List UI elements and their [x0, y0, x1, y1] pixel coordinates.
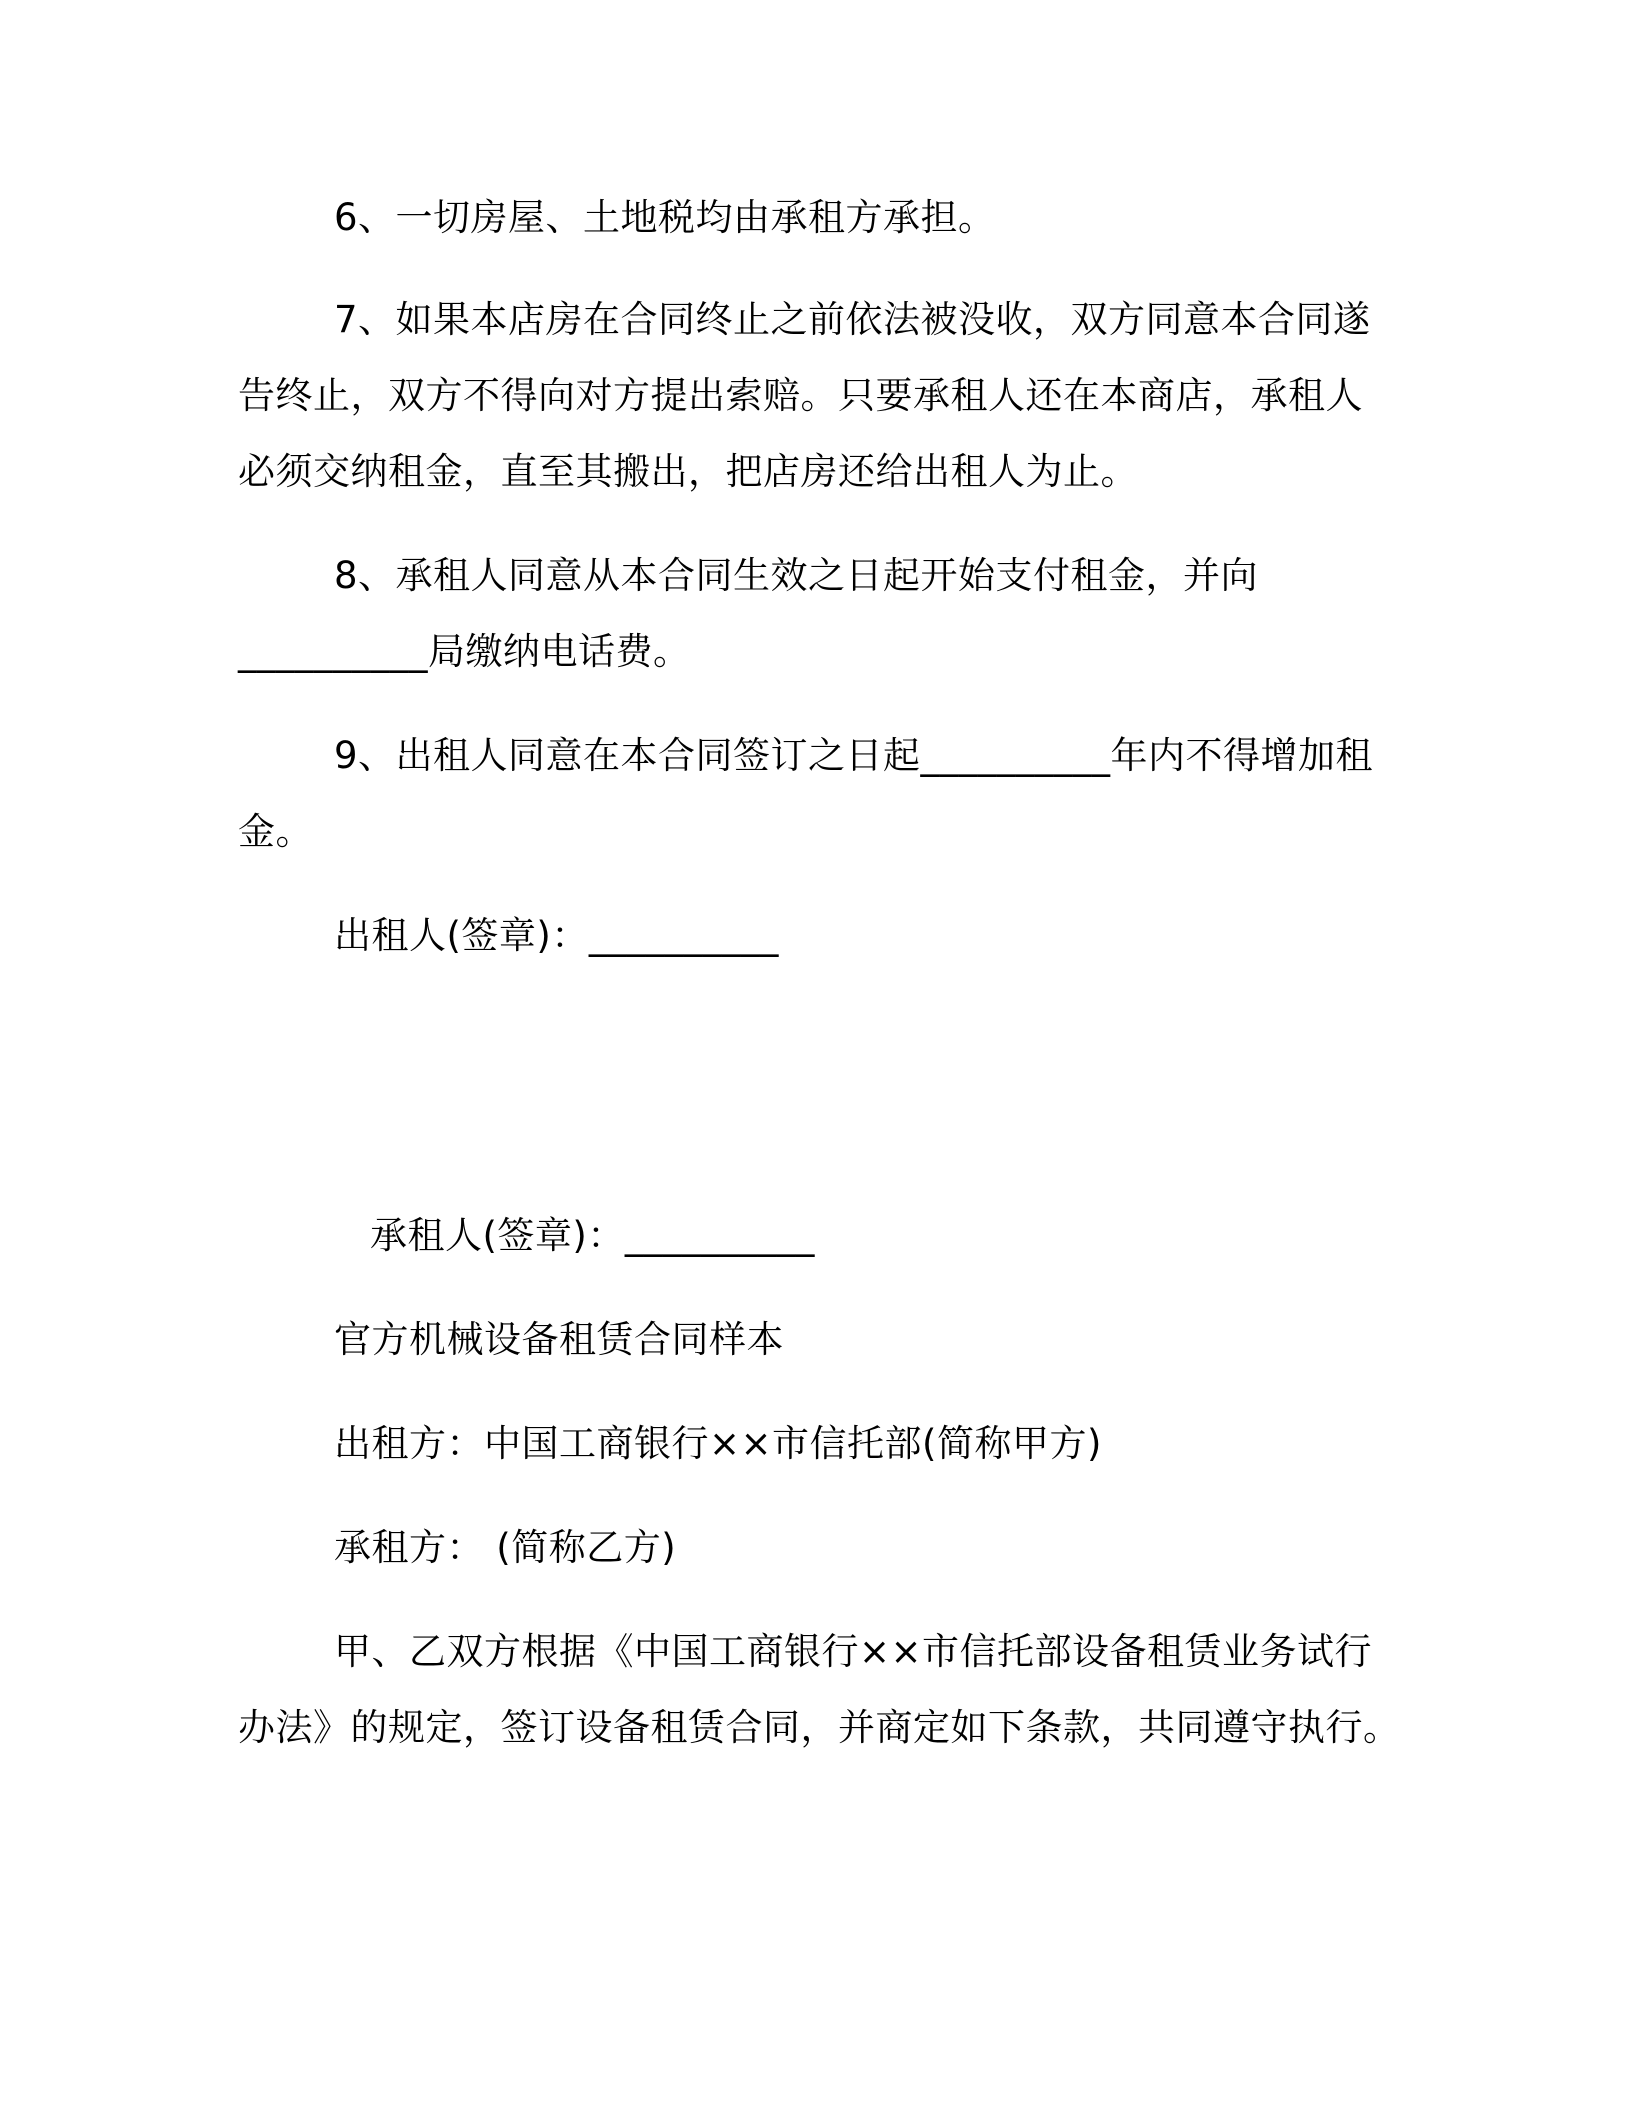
clause-6-line-1: 6、一切房屋、土地税均由承租方承担。 [334, 196, 996, 239]
second-contract-title: 官方机械设备租赁合同样本 [334, 1318, 784, 1361]
second-contract-lessee: 承租方： (简称乙方) [334, 1526, 677, 1569]
lessee-signature: 承租人(签章)：__________ [370, 1214, 815, 1257]
second-contract-preamble-line-2: 办法》的规定，签订设备租赁合同，并商定如下条款，共同遵守执行。 [238, 1706, 1401, 1749]
lessor-signature: 出租人(签章)：__________ [334, 914, 779, 957]
clause-8-line-2: __________局缴纳电话费。 [238, 630, 691, 673]
clause-9-line-1: 9、出租人同意在本合同签订之日起__________年内不得增加租 [334, 734, 1374, 777]
clause-8-line-1: 8、承租人同意从本合同生效之日起开始支付租金，并向 [334, 554, 1259, 597]
clause-7-line-1: 7、如果本店房在合同终止之前依法被没收，双方同意本合同遂 [334, 298, 1371, 341]
second-contract-preamble-line-1: 甲、乙双方根据《中国工商银行××市信托部设备租赁业务试行 [334, 1630, 1373, 1673]
second-contract-lessor: 出租方：中国工商银行××市信托部(简称甲方) [334, 1422, 1102, 1465]
clause-7-line-2: 告终止，双方不得向对方提出索赔。只要承租人还在本商店，承租人 [238, 374, 1363, 417]
clause-9-line-2: 金。 [238, 810, 313, 853]
clause-7-line-3: 必须交纳租金，直至其搬出，把店房还给出租人为止。 [238, 450, 1138, 493]
